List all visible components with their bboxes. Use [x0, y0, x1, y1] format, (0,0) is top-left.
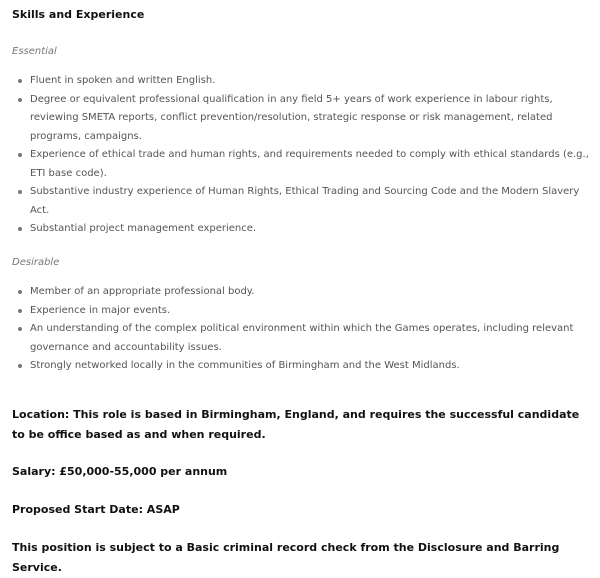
essential-list	[12, 72, 592, 239]
criminal-check-text: This position is subject to a Basic criminal record check from the Disclosure and Barring Service.	[12, 541, 560, 574]
list-item: Member of an appropriate professional body.	[12, 283, 592, 302]
salary-text: Salary: £50,000-55,000 per annum	[12, 465, 228, 478]
essential-label: Essential	[12, 46, 57, 57]
list-item: Experience in major events.	[12, 302, 592, 321]
list-item: Strongly networked locally in the communities of Birmingham and the West Midlands.	[12, 357, 592, 376]
list-item: Fluent in spoken and written English.	[12, 72, 592, 91]
list-item: Substantial project management experience.	[12, 220, 592, 239]
list-item: An understanding of the complex political environment within which the Games operates, including relevant governance and accountability issues.	[12, 320, 592, 357]
list-item: Experience of ethical trade and human rights, and requirements needed to comply with ethical standards (e.g., ETI base code).	[12, 146, 592, 183]
desirable-list	[12, 283, 592, 376]
list-item: Degree or equivalent professional qualification in any field 5+ years of work experience in labour rights, reviewing SMETA reports, conflict prevention/resolution, strategic response or risk management, related programs, campaigns.	[12, 91, 592, 147]
list-item: Substantive industry experience of Human Rights, Ethical Trading and Sourcing Code and the Modern Slavery Act.	[12, 183, 592, 220]
location-text: Location: This role is based in Birmingham, England, and requires the successful candidate to be office based as and when required.	[12, 408, 580, 441]
section-heading: Skills and Experience	[12, 8, 145, 21]
start-date-text: Proposed Start Date: ASAP	[12, 503, 180, 516]
desirable-label: Desirable	[12, 257, 60, 268]
